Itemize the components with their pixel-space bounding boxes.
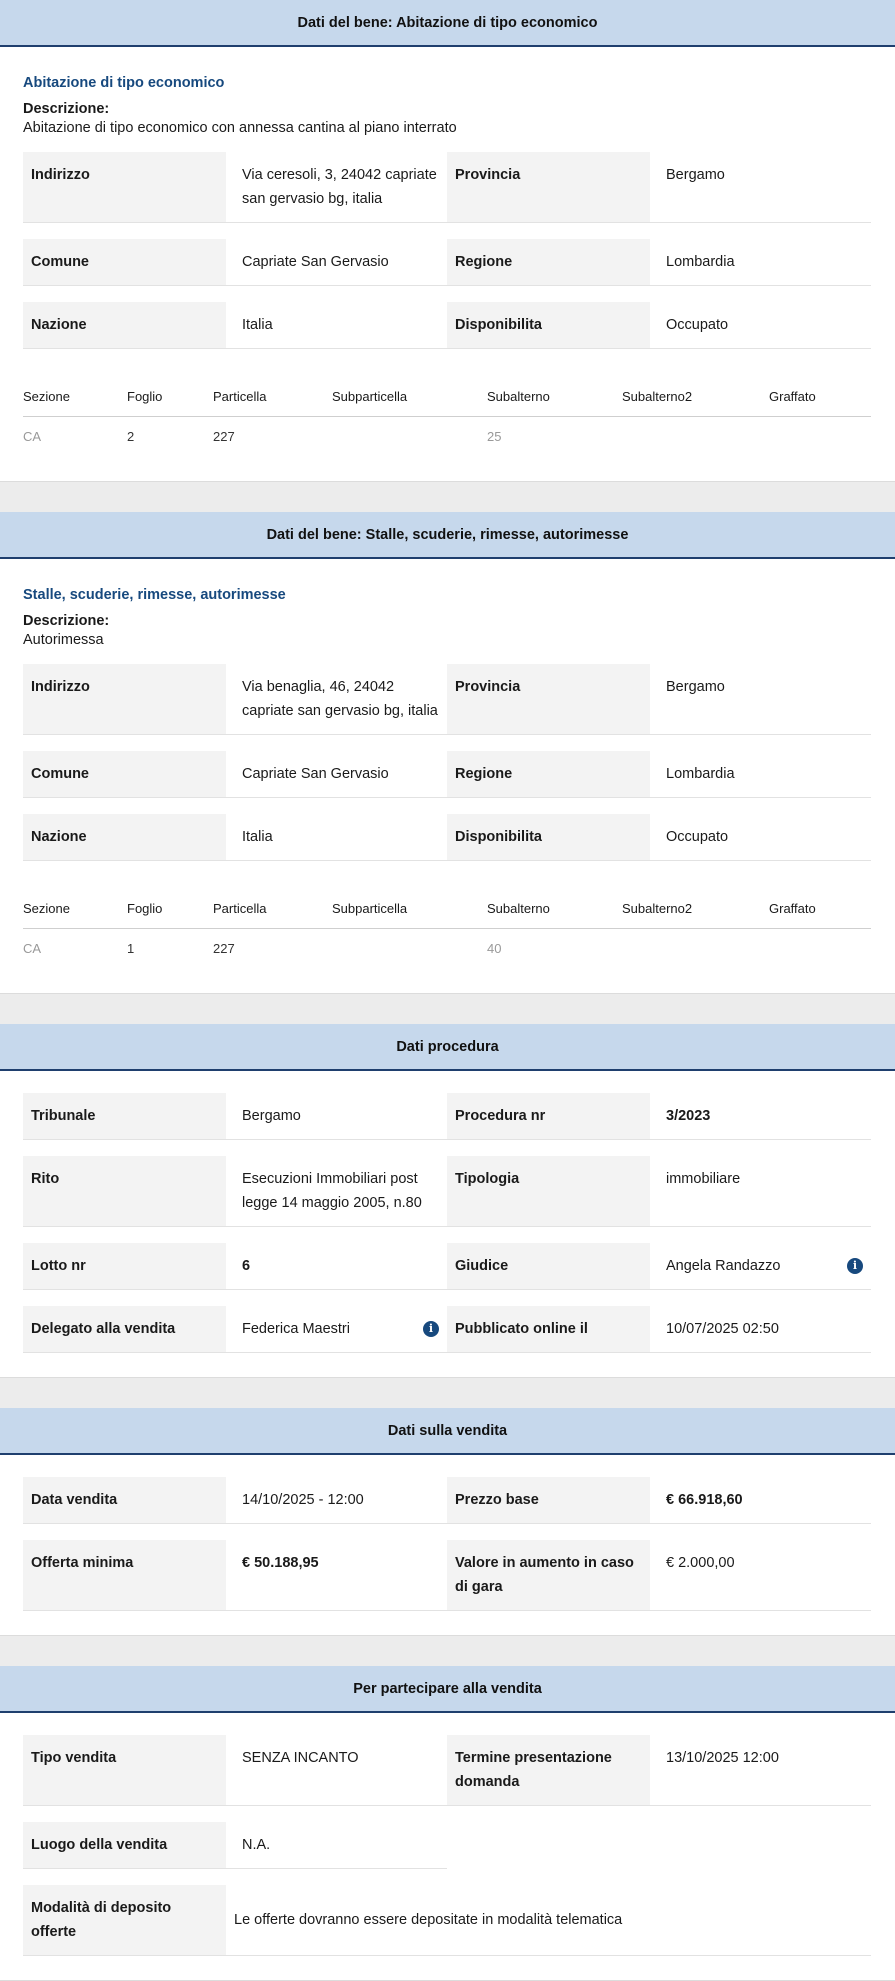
cadastre-sezione: CA: [23, 941, 42, 956]
card-header: Per partecipare alla vendita: [0, 1666, 895, 1713]
cadastre-header-sezione: Sezione: [23, 901, 70, 916]
bene-details-grid: [23, 664, 872, 861]
cadastre-graffato: [769, 929, 871, 969]
info-icon[interactable]: i: [423, 1321, 439, 1337]
cadastre-sezione: CA: [23, 429, 42, 444]
cadastre-header-subalterno2: Subalterno2: [622, 389, 693, 404]
tribunale-label: Tribunale: [23, 1093, 226, 1140]
cadastre-header-graffato: Graffato: [769, 389, 816, 404]
partecipare-grid: [23, 1735, 872, 1869]
comune-value: Capriate San Gervasio: [226, 239, 447, 286]
cadastre-subparticella: [332, 417, 487, 457]
card-header: Dati del bene: Stalle, scuderie, rimesse, autorimesse: [0, 512, 895, 559]
cadastre-header-particella: Particella: [213, 389, 267, 404]
card-header: Dati sulla vendita: [0, 1408, 895, 1455]
disponibilita-label: Disponibilita: [447, 814, 650, 861]
procedura-grid: [23, 1093, 872, 1353]
cadastre-header-subparticella: Subparticella: [332, 389, 408, 404]
cadastre-graffato: [769, 417, 871, 457]
bene-card-autorimessa: [0, 512, 895, 994]
bene-subtitle: Abitazione di tipo economico: [23, 75, 225, 91]
giudice-label: Giudice: [447, 1243, 650, 1290]
nazione-value: Italia: [226, 302, 447, 349]
termine-value: 13/10/2025 12:00: [650, 1735, 871, 1806]
regione-label: Regione: [447, 751, 650, 798]
card-header: Dati del bene: Abitazione di tipo economico: [0, 0, 895, 47]
procedura-nr-value: 3/2023: [650, 1093, 871, 1140]
delegato-cell: [226, 1306, 447, 1353]
cadastre-header-row: [23, 889, 871, 929]
procedura-card: [0, 1024, 895, 1378]
lotto-value: 6: [226, 1243, 447, 1290]
rito-value: Esecuzioni Immobiliari post legge 14 maggio 2005, n.80: [226, 1156, 447, 1227]
cadastre-header-graffato: Graffato: [769, 901, 816, 916]
giudice-cell: [650, 1243, 871, 1290]
valore-aumento-label: Valore in aumento in caso di gara: [447, 1540, 650, 1611]
cadastre-header-row: [23, 377, 871, 417]
prezzo-base-value: € 66.918,60: [650, 1477, 871, 1524]
offerta-minima-value: € 50.188,95: [226, 1540, 447, 1611]
luogo-value: N.A.: [226, 1822, 447, 1869]
tipo-vendita-value: SENZA INCANTO: [226, 1735, 447, 1806]
cadastre-header-subalterno2: Subalterno2: [622, 901, 693, 916]
indirizzo-value: Via benaglia, 46, 24042 capriate san gervasio bg, italia: [226, 664, 447, 735]
cadastre-header-subalterno: Subalterno: [487, 901, 550, 916]
table-row: [23, 417, 871, 457]
indirizzo-value: Via ceresoli, 3, 24042 capriate san gervasio bg, italia: [226, 152, 447, 223]
provincia-label: Provincia: [447, 152, 650, 223]
disponibilita-value: Occupato: [650, 302, 871, 349]
cadastre-header-subparticella: Subparticella: [332, 901, 408, 916]
modalita-deposito-label: Modalità di deposito offerte: [23, 1885, 226, 1956]
cadastre-header-particella: Particella: [213, 901, 267, 916]
nazione-value: Italia: [226, 814, 447, 861]
comune-value: Capriate San Gervasio: [226, 751, 447, 798]
disponibilita-value: Occupato: [650, 814, 871, 861]
regione-label: Regione: [447, 239, 650, 286]
indirizzo-label: Indirizzo: [23, 664, 226, 735]
cadastre-foglio: 1: [127, 941, 135, 956]
lotto-label: Lotto nr: [23, 1243, 226, 1290]
nazione-label: Nazione: [23, 814, 226, 861]
data-vendita-value: 14/10/2025 - 12:00: [226, 1477, 447, 1524]
cadastre-subparticella: [332, 929, 487, 969]
tipologia-label: Tipologia: [447, 1156, 650, 1227]
partecipare-card: [0, 1666, 895, 1981]
disponibilita-label: Disponibilita: [447, 302, 650, 349]
pubblicato-label: Pubblicato online il: [447, 1306, 650, 1353]
procedura-nr-label: Procedura nr: [447, 1093, 650, 1140]
delegato-value: Federica Maestri: [242, 1321, 350, 1337]
tribunale-value: Bergamo: [226, 1093, 447, 1140]
description-label: Descrizione:: [23, 101, 110, 117]
cadastre-subalterno2: [622, 417, 769, 457]
valore-aumento-value: € 2.000,00: [650, 1540, 871, 1611]
card-header: Dati procedura: [0, 1024, 895, 1071]
termine-label: Termine presentazione domanda: [447, 1735, 650, 1806]
tipologia-value: immobiliare: [650, 1156, 871, 1227]
card-body: [0, 1071, 895, 1377]
provincia-label: Provincia: [447, 664, 650, 735]
vendita-card: [0, 1408, 895, 1636]
comune-label: Comune: [23, 751, 226, 798]
comune-label: Comune: [23, 239, 226, 286]
luogo-label: Luogo della vendita: [23, 1822, 226, 1869]
description-label: Descrizione:: [23, 613, 110, 629]
cadastre-header-subalterno: Subalterno: [487, 389, 550, 404]
modalita-deposito-value: Le offerte dovranno essere depositate in modalità telematica: [226, 1885, 871, 1956]
rito-label: Rito: [23, 1156, 226, 1227]
card-body: [0, 47, 895, 481]
pubblicato-value: 10/07/2025 02:50: [650, 1306, 871, 1353]
cadastre-subalterno: 25: [487, 429, 502, 444]
description-text: Autorimessa: [23, 632, 104, 648]
description-text: Abitazione di tipo economico con annessa cantina al piano interrato: [23, 120, 457, 136]
card-body: [0, 1455, 895, 1635]
bene-card-abitazione: [0, 0, 895, 482]
provincia-value: Bergamo: [650, 664, 871, 735]
deposito-grid: [23, 1885, 872, 1956]
regione-value: Lombardia: [650, 239, 871, 286]
cadastre-table: [23, 377, 871, 457]
cadastre-header-foglio: Foglio: [127, 389, 163, 404]
data-vendita-label: Data vendita: [23, 1477, 226, 1524]
indirizzo-label: Indirizzo: [23, 152, 226, 223]
info-icon[interactable]: i: [847, 1258, 863, 1274]
giudice-value: Angela Randazzo: [666, 1258, 781, 1274]
card-body: [0, 559, 895, 993]
nazione-label: Nazione: [23, 302, 226, 349]
table-row: [23, 929, 871, 969]
delegato-label: Delegato alla vendita: [23, 1306, 226, 1353]
cadastre-particella: 227: [213, 941, 235, 956]
cadastre-header-sezione: Sezione: [23, 389, 70, 404]
tipo-vendita-label: Tipo vendita: [23, 1735, 226, 1806]
vendita-grid: [23, 1477, 872, 1611]
bene-details-grid: [23, 152, 872, 349]
card-body: [0, 1713, 895, 1980]
offerta-minima-label: Offerta minima: [23, 1540, 226, 1611]
cadastre-particella: 227: [213, 429, 235, 444]
bene-subtitle: Stalle, scuderie, rimesse, autorimesse: [23, 587, 286, 603]
provincia-value: Bergamo: [650, 152, 871, 223]
regione-value: Lombardia: [650, 751, 871, 798]
cadastre-foglio: 2: [127, 429, 135, 444]
cadastre-table: [23, 889, 871, 969]
cadastre-header-foglio: Foglio: [127, 901, 163, 916]
cadastre-subalterno2: [622, 929, 769, 969]
cadastre-subalterno: 40: [487, 941, 502, 956]
prezzo-base-label: Prezzo base: [447, 1477, 650, 1524]
